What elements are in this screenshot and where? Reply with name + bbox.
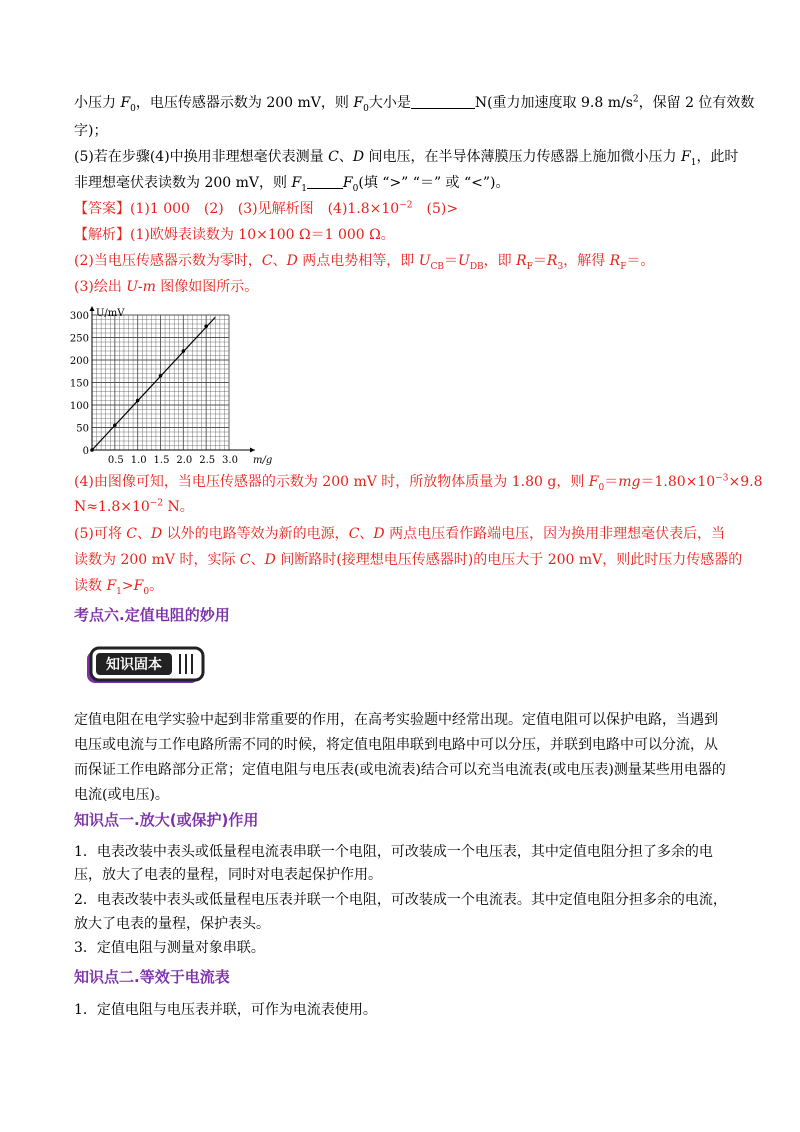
x-tick-label: 1.5 — [153, 455, 170, 466]
x-tick-label: 1.0 — [130, 455, 147, 466]
data-point — [182, 349, 186, 353]
intro-1: 定值电阻在电学实验中起到非常重要的作用，在高考实验题中经常出现。定值电阻可以保护电路，当遇到 — [74, 712, 718, 728]
y-tick-label: 150 — [69, 378, 89, 390]
analysis-5-line-2: 读数为 200 mV 时，实际 C、D 间断路时(接理想电压传感器时)的电压大于 200 mV，则此时压力传感器的 — [74, 552, 743, 568]
u-m-chart — [69, 304, 274, 469]
x-axis-arrow — [250, 448, 255, 453]
knowledge-badge — [84, 646, 206, 686]
data-point — [159, 374, 163, 378]
answer-blank — [411, 94, 475, 109]
compare-blank — [307, 174, 343, 189]
kp1-item: 3．定值电阻与测量对象串联。 — [74, 940, 265, 956]
y-tick-label: 250 — [69, 333, 89, 345]
analysis-5-line-1: (5)可将 C、D 以外的电路等效为新的电源，C、D 两点电压看作路端电压，因为换用非理想毫伏表后，当 — [74, 526, 726, 542]
kp1-item: 压，放大了电表的量程，同时对电表起保护作用。 — [74, 867, 382, 883]
kp1-item: 2．电表改装中表头或低量程电压表并联一个电阻，可改装成一个电流表。其中定值电阻分担多余的电流， — [74, 892, 727, 908]
y-tick-label: 50 — [76, 423, 89, 435]
q4-line-1: 小压力 $F_0$，电压传感器示数为 200 mV，则 $F_0$大小是 N(重力加速度取 9.8 $m/s^2$，保留 2 位有效数 — [74, 94, 755, 114]
x-tick-label: 2.5 — [199, 455, 216, 466]
analysis-3: (3)绘出 U-m 图像如图所示。 — [74, 279, 259, 295]
data-point — [136, 399, 140, 403]
data-point — [113, 423, 117, 427]
x-tick-label: 3.0 — [222, 455, 238, 466]
q5-line-2: 非理想毫伏表读数为 200 mV，则 $F_1$ $F_0$(填 “>” “＝” 或 “<”)。 — [74, 175, 510, 194]
q4-line-2: 字)； — [74, 123, 108, 139]
data-point — [204, 324, 208, 328]
x-axis-label: m/g — [253, 455, 273, 466]
analysis-2: (2)当电压传感器示数为零时，C、D 两点电势相等，即 $U_{CB}=U_{DB}$，即 $R_F=R_3$，解得 $R_F=$。 — [74, 253, 655, 272]
answer-line: 【答案】(1)1 000 (2) (3)见解析图 $(4)1.8\times 10^{-2}$ (5)> — [74, 200, 459, 217]
analysis-4-line-1: (4)由图像可知，当电压传感器的示数为 200 mV 时，所放物体质量为 1.80 g，则 $F_0=mg=1.80\times 10^{-3}\times 9.8$ — [74, 473, 763, 493]
q5-line-1: (5)若在步骤(4)中换用非理想毫伏表测量 C、D 间电压，在半导体薄膜压力传感器上施加微小压力 $F_1$，此时 — [74, 149, 739, 168]
kp2-item: 1．定值电阻与电压表并联，可作为电流表使用。 — [74, 1002, 377, 1018]
y-tick-label: 200 — [69, 356, 89, 367]
badge-label: 知识固本 — [106, 657, 162, 673]
data-point — [90, 448, 94, 452]
intro-2: 电压或电流与工作电路所需不同的时候，将定值电阻串联到电路中可以分压，并联到电路中可以分流，从 — [74, 737, 718, 753]
kp1-title: 知识点一.放大(或保护)作用 — [74, 811, 259, 829]
y-axis-label: U/mV — [96, 308, 125, 319]
analysis-5-line-3: 读数 $F_1>F_0$。 — [74, 578, 164, 597]
section-title: 考点六.定值电阻的妙用 — [74, 606, 230, 624]
analysis-1: 【解析】(1)欧姆表读数为 10×100 Ω＝1 000 Ω。 — [74, 227, 395, 243]
y-tick-label: 0 — [82, 446, 89, 457]
analysis-4-line-2: $N\approx 1.8\times 10^{-2}$ N。 — [74, 498, 194, 515]
y-tick-label: 300 — [69, 311, 89, 322]
y-axis-arrow — [90, 306, 95, 311]
x-tick-label: 2.0 — [176, 455, 193, 466]
intro-4: 电流(或电压)。 — [74, 787, 169, 803]
kp2-title: 知识点二.等效于电流表 — [74, 968, 230, 986]
intro-3: 而保证工作电路部分正常；定值电阻与电压表(或电流表)结合可以充当电流表(或电压表)测量某些用电器的 — [74, 762, 726, 778]
kp1-item: 1．电表改装中表头或低量程电流表串联一个电阻，可改装成一个电压表，其中定值电阻分担了多余的电 — [74, 844, 713, 860]
kp1-item: 放大了电表的量程，保护表头。 — [74, 916, 270, 932]
x-tick-label: 0.5 — [107, 455, 124, 466]
y-tick-label: 100 — [69, 401, 89, 412]
